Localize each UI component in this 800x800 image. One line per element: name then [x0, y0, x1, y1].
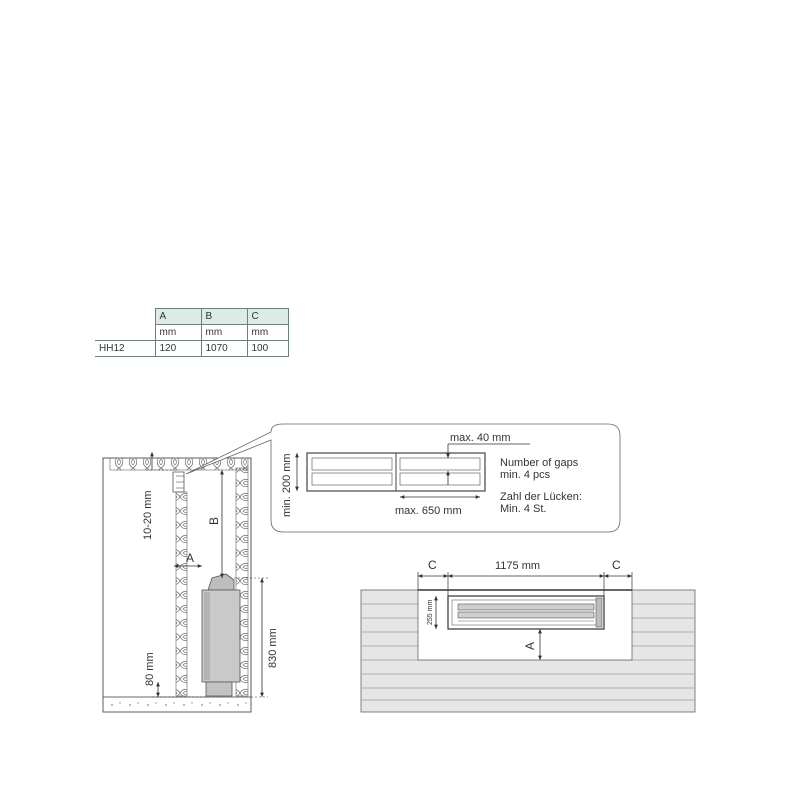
- c-left-label: C: [428, 558, 437, 572]
- ceiling-insulation: [110, 458, 248, 470]
- floor-gap-label: 80 mm: [144, 652, 156, 686]
- side-view: [103, 452, 279, 712]
- gap-label: 10-20 mm: [142, 490, 154, 540]
- header-b: B: [201, 309, 247, 325]
- model-cell: HH12: [95, 341, 155, 357]
- dim-b-label: B: [207, 516, 221, 525]
- c-right-label: C: [612, 558, 621, 572]
- depth-label: 255 mm: [427, 599, 434, 625]
- max-gap-label: max. 40 mm: [450, 432, 511, 444]
- note-de-line2: Min. 4 St.: [500, 503, 547, 515]
- header-a: A: [155, 309, 201, 325]
- heater-unit: [202, 574, 240, 696]
- heater-top: [448, 596, 604, 629]
- min-height-label: min. 200 mm: [281, 453, 293, 517]
- note-en-line2: min. 4 pcs: [500, 469, 551, 481]
- unit-c: mm: [247, 325, 288, 341]
- unit-a: mm: [155, 325, 201, 341]
- note-de-line1: Zahl der Lücken:: [500, 491, 582, 503]
- value-b: 1070: [201, 341, 247, 357]
- header-c: C: [247, 309, 288, 325]
- inner-wall-insulation: [176, 492, 187, 696]
- value-a: 120: [155, 341, 201, 357]
- note-en-line1: Number of gaps: [500, 457, 579, 469]
- unit-b: mm: [201, 325, 247, 341]
- width-label: 1175 mm: [495, 560, 541, 572]
- value-c: 100: [247, 341, 288, 357]
- floor: [103, 697, 251, 712]
- max-width-label: max. 650 mm: [395, 505, 462, 517]
- dim-a-label: A: [186, 551, 195, 565]
- top-view: [361, 558, 695, 712]
- height-label: 830 mm: [267, 628, 279, 668]
- top-a-label: A: [523, 641, 537, 650]
